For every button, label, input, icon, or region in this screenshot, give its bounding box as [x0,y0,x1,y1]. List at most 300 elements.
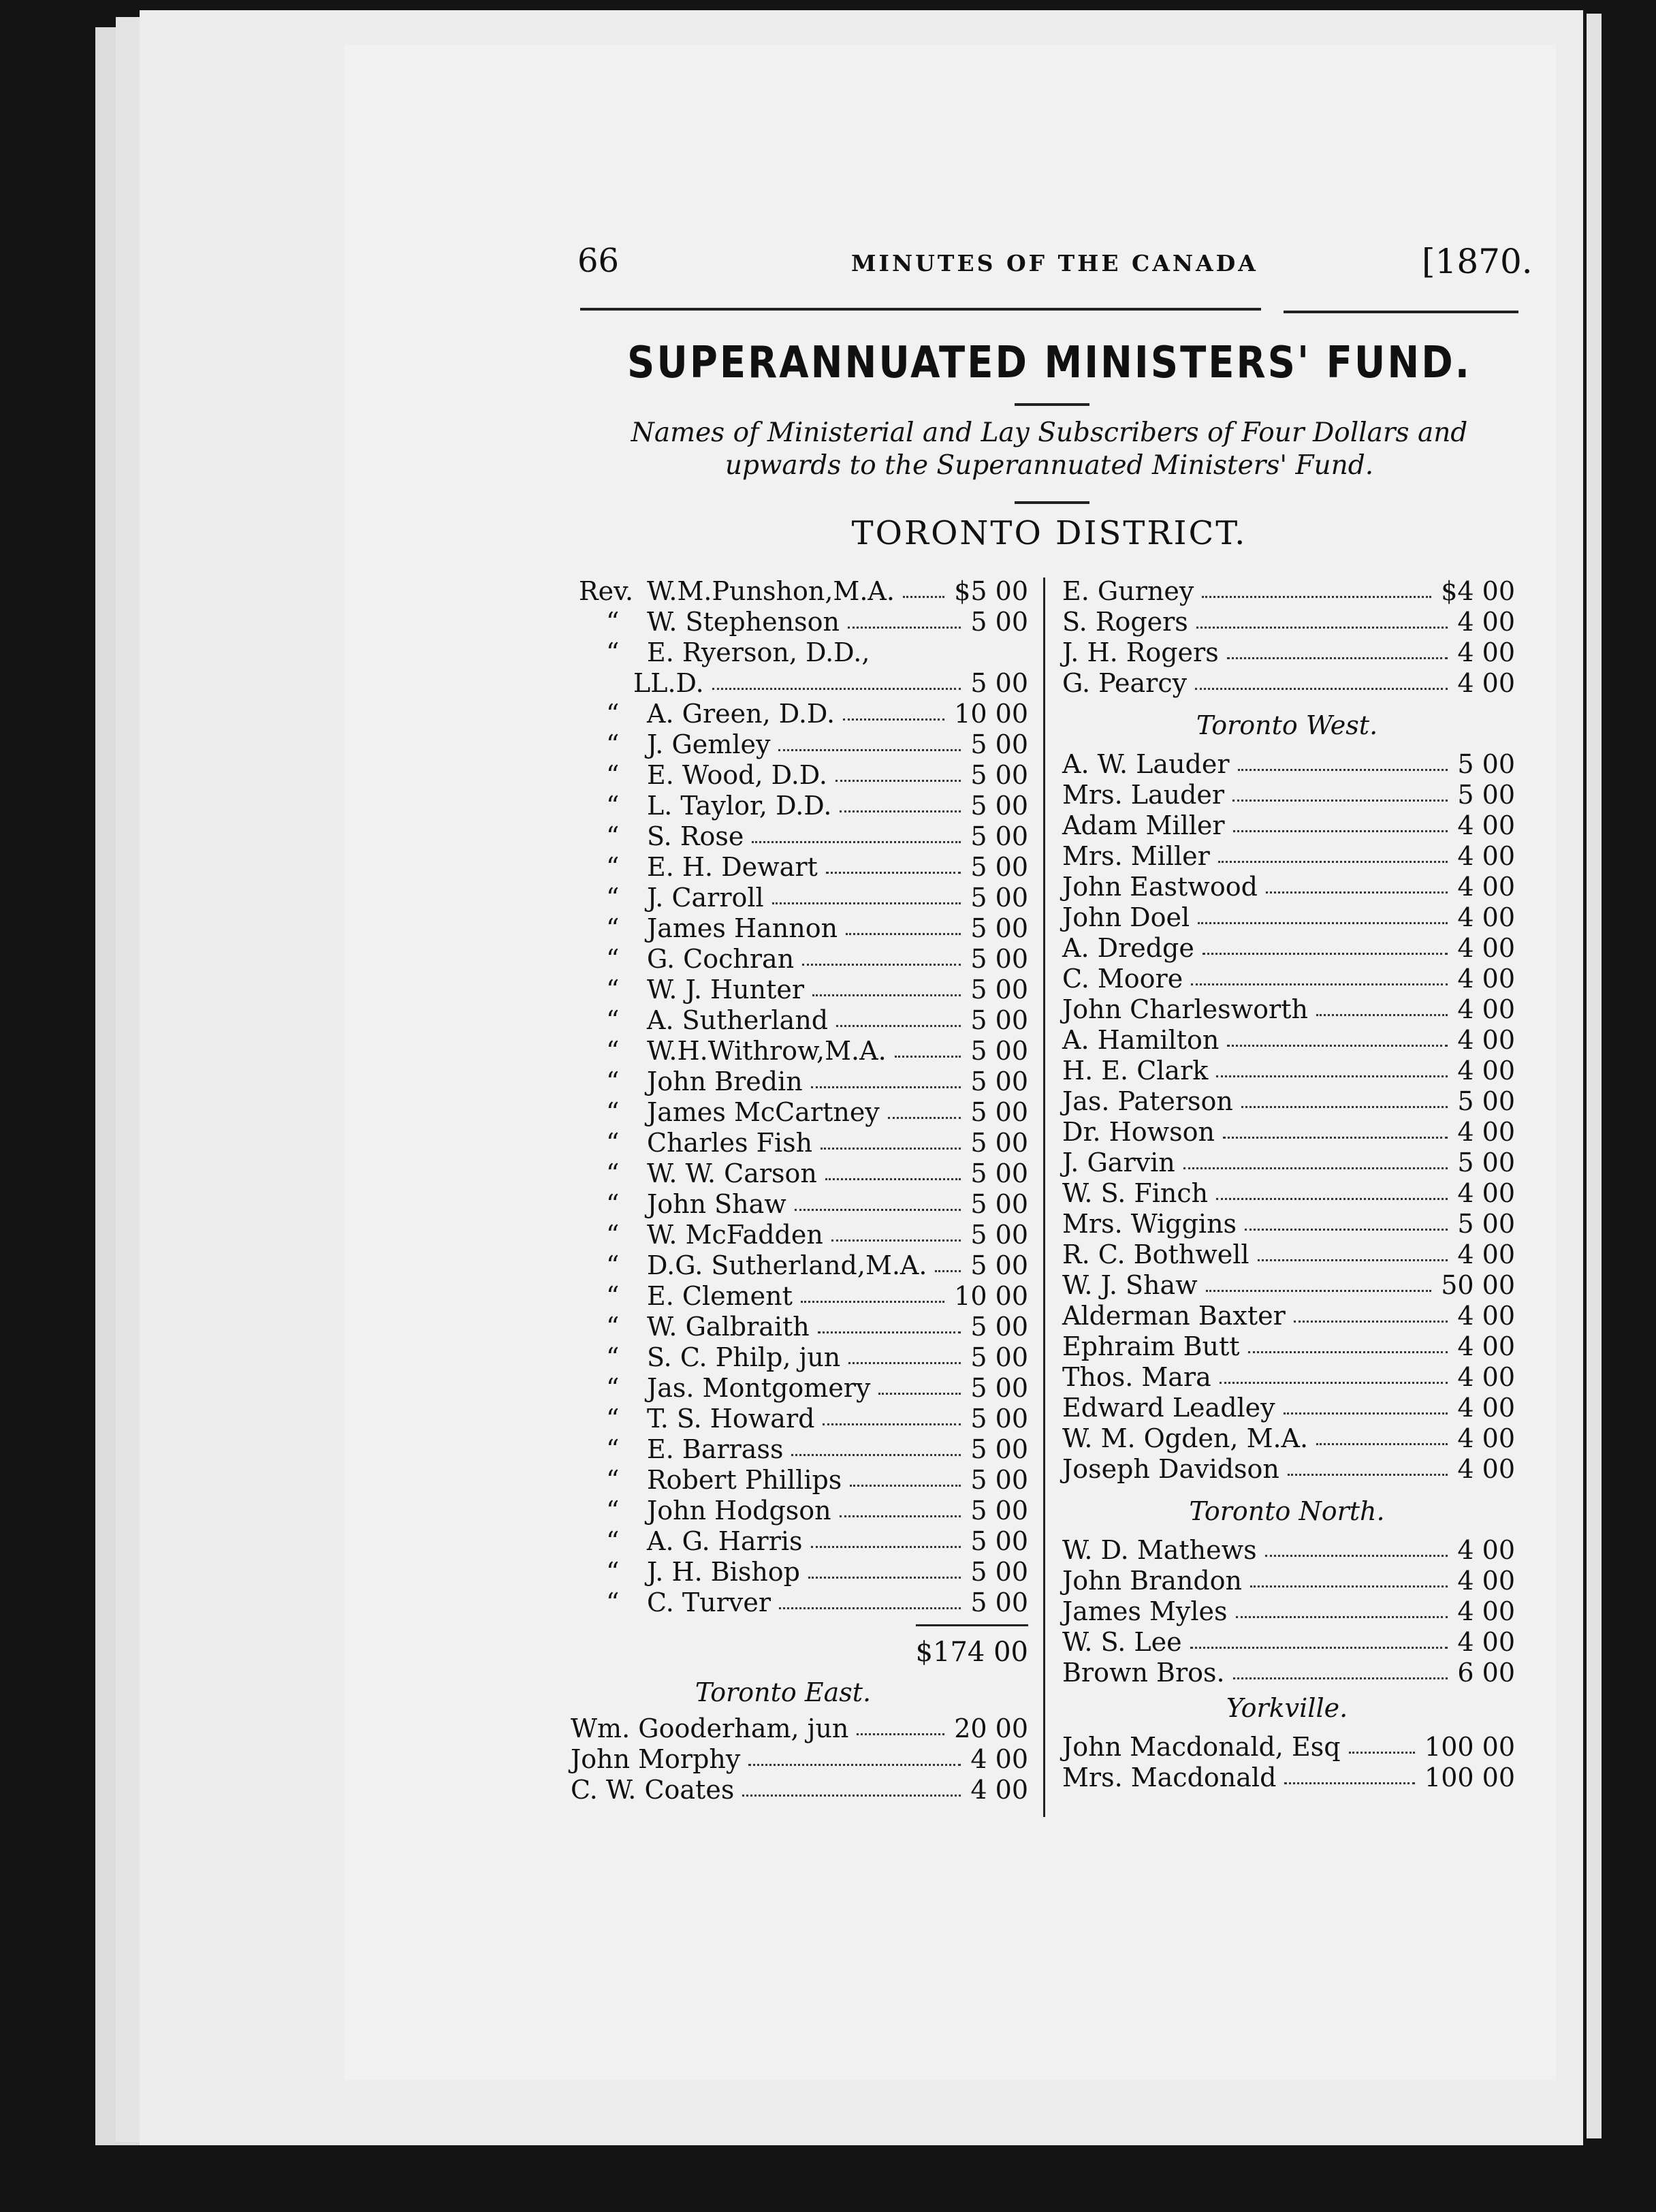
subscriber-name: W.H.Withrow,M.A. [647,1036,887,1066]
subscriber-name: W. J. Hunter [647,975,805,1005]
subscription-amount: 6 00 [1457,1658,1515,1688]
subscription-amount: 4 00 [970,1744,1028,1774]
dot-leader [801,1280,944,1303]
running-header [0,242,1656,289]
subscriber-row [579,1311,1028,1342]
subscription-amount: 4 00 [1457,1025,1515,1055]
subscription-amount: 5 00 [970,1557,1028,1587]
subscription-amount: 5 00 [970,1465,1028,1495]
subscription-amount: 5 00 [970,1526,1028,1556]
dot-leader [831,1219,961,1242]
dot-leader [1203,932,1448,955]
subscriber-row [579,1280,1028,1312]
subscription-amount: 4 00 [1457,1117,1515,1147]
subscriber-row [1062,1361,1515,1393]
subscriber-name: John Charlesworth [1062,994,1308,1024]
subscriber-row [579,1158,1028,1189]
row-prefix: “ [606,975,620,1005]
dot-leader [1294,1300,1448,1323]
subscription-amount: 5 00 [970,1158,1028,1188]
page-title: SUPERANNUATED MINISTERS' FUND. [627,337,1471,388]
subscriber-row [579,1035,1028,1066]
subscription-amount: 5 00 [1457,1148,1515,1178]
subscriber-name: J. Carroll [647,883,764,913]
subscription-amount: 5 00 [970,1066,1028,1096]
subscriber-name: H. E. Clark [1062,1056,1209,1086]
dot-leader [811,1526,961,1548]
subscription-amount: 4 00 [1457,1535,1515,1565]
subscriber-name: E. Wood, D.D. [647,760,827,790]
subscriber-row [579,851,1028,883]
subscription-amount: 5 00 [970,1496,1028,1526]
subtitle-line: upwards to the Superannuated Ministers' Fund. [724,450,1374,481]
row-prefix: “ [606,637,620,667]
subscriber-row [1062,1147,1515,1178]
subscriber-row [571,1743,1028,1775]
row-prefix: “ [606,1005,620,1035]
dot-leader [1206,1269,1432,1292]
section-heading: Toronto West. [1196,710,1378,740]
subscriber-row [579,974,1028,1005]
subscriber-name: W.M.Punshon,M.A. [647,576,895,606]
row-prefix: “ [606,1128,620,1158]
subscriber-row [579,790,1028,821]
subscription-amount: 5 00 [970,1036,1028,1066]
dot-leader [1349,1731,1416,1754]
subscriber-name: A. Sutherland [647,1005,829,1035]
subscriber-name: E. Gurney [1062,576,1194,606]
dot-leader [779,1587,961,1609]
dot-leader [1196,606,1448,629]
subscriber-row [1062,1392,1515,1423]
subscription-amount: 5 00 [970,944,1028,974]
subscription-amount: 4 00 [1457,933,1515,963]
column-divider [1043,578,1045,1817]
subscription-amount: 5 00 [970,1189,1028,1219]
subscriber-name: S. Rogers [1062,607,1188,637]
subscriber-name: W. S. Lee [1062,1627,1182,1657]
row-prefix: “ [606,1342,620,1372]
dot-leader [1233,810,1448,832]
subscription-amount: 5 00 [970,607,1028,637]
subscription-amount: 5 00 [970,975,1028,1005]
subscription-amount: 5 00 [970,1342,1028,1372]
subscriber-row [1062,1453,1515,1485]
dot-leader [791,1434,961,1456]
subscriber-name: C. Moore [1062,964,1183,994]
subscriber-row [1062,748,1515,780]
dot-leader [811,1066,961,1088]
subscription-amount: 4 00 [1457,841,1515,871]
dot-leader [835,759,961,782]
subscriber-name: E. Barrass [647,1434,784,1464]
subscriber-name: LL.D. [633,668,704,698]
subscription-amount: 50 00 [1441,1270,1515,1300]
subscriber-name: John Macdonald, Esq [1062,1732,1341,1762]
subscriber-name: J. Gemley [647,729,771,759]
subscriber-name: Thos. Mara [1062,1362,1211,1392]
header-year: [1870. [1422,242,1533,281]
subscriber-row [1062,637,1515,668]
row-prefix: “ [606,1404,620,1434]
subscriber-name: Mrs. Macdonald [1062,1763,1277,1792]
subscriber-row [1062,1178,1515,1209]
subscriber-row [579,882,1028,913]
row-prefix: “ [606,699,620,729]
subscriber-row [1062,1534,1515,1566]
row-prefix: “ [606,1557,620,1587]
subscriber-row [579,1342,1028,1373]
subscription-amount: 5 00 [970,729,1028,759]
subscription-amount: 4 00 [1457,872,1515,902]
section-heading: Toronto East. [695,1677,872,1707]
subscriber-name: E. Ryerson, D.D., [647,637,870,667]
subscriber-name: D.G. Sutherland,M.A. [647,1250,927,1280]
dot-leader [846,913,961,935]
dot-leader [712,667,961,690]
subscriber-name: T. S. Howard [647,1404,815,1434]
subscriber-row [1062,1269,1515,1301]
subscriber-row [579,667,1028,699]
subscriber-name: W. McFadden [647,1220,823,1250]
subscription-amount: 5 00 [970,883,1028,913]
dot-leader [748,1743,961,1766]
subscriber-row [579,913,1028,944]
dot-leader [1316,1423,1448,1445]
subscription-amount: $4 00 [1441,576,1515,606]
row-prefix: “ [606,1189,620,1219]
subscription-amount: 100 00 [1424,1763,1515,1792]
subscriber-name: Wm. Gooderham, jun [571,1713,849,1743]
subscriber-row [579,943,1028,975]
subscriber-name: Charles Fish [647,1128,813,1158]
dot-leader [843,698,944,721]
dot-leader [1202,575,1431,598]
subscription-amount: 20 00 [954,1713,1028,1743]
district-total: $174 00 [915,1637,1028,1668]
subscriber-row [579,1188,1028,1220]
subscription-amount: 5 00 [970,1404,1028,1434]
dot-leader [1190,1626,1448,1649]
subscriber-name: C. Turver [647,1587,771,1617]
subscriber-row [1062,871,1515,902]
subscription-amount: 5 00 [970,1373,1028,1403]
subscriber-row [579,759,1028,791]
subscriber-row [1062,1300,1515,1331]
subscriber-row [1062,1423,1515,1454]
subscription-amount: 5 00 [970,852,1028,882]
dot-leader [1284,1392,1448,1415]
header-rule [1284,311,1518,313]
subscriber-row [579,1372,1028,1404]
row-prefix: “ [606,760,620,790]
subscriber-name: Ephraim Butt [1062,1331,1240,1361]
subscription-amount: 5 00 [970,760,1028,790]
district-heading: TORONTO DISTRICT. [851,514,1247,552]
dot-leader [895,1035,961,1058]
dot-leader [1183,1147,1448,1169]
subscription-amount: 4 00 [1457,1627,1515,1657]
subscriber-name: James McCartney [647,1097,880,1127]
row-prefix: “ [606,821,620,851]
subscription-amount: 5 00 [970,1312,1028,1342]
subscriber-name: A. G. Harris [647,1526,803,1556]
dot-leader [1216,1178,1448,1200]
subscription-amount: 5 00 [970,1587,1028,1617]
subscription-amount: 4 00 [1457,1454,1515,1484]
subscriber-name: Robert Phillips [647,1465,842,1495]
subscription-amount: 4 00 [970,1775,1028,1805]
subscriber-name: J. H. Bishop [647,1557,800,1587]
subscriber-name: Brown Bros. [1062,1658,1225,1688]
subscriber-name: J. Garvin [1062,1148,1175,1178]
row-prefix: “ [606,729,620,759]
subscription-amount: 4 00 [1457,964,1515,994]
subscriber-row [579,729,1028,760]
subscriber-name: C. W. Coates [571,1775,735,1805]
subtitle-line: Names of Ministerial and Lay Subscribers of Four Dollars and [631,417,1468,448]
subscription-amount: 4 00 [1457,902,1515,932]
subscriber-name: W. D. Mathews [1062,1535,1257,1565]
subscriber-name: James Myles [1062,1596,1228,1626]
subscription-amount: 4 00 [1457,810,1515,840]
subscription-amount: 5 00 [970,1097,1028,1127]
subscriber-row [579,1587,1028,1618]
dot-leader [1265,1534,1448,1557]
subscriber-row [1062,1626,1515,1658]
row-prefix: “ [606,1526,620,1556]
subscriber-name: John Hodgson [647,1496,831,1526]
subscriber-row [1062,810,1515,841]
subscriber-name: G. Cochran [647,944,795,974]
subscriber-row [1062,1116,1515,1148]
dot-leader [1288,1453,1448,1476]
row-prefix: “ [606,944,620,974]
dot-leader [1191,963,1448,985]
dot-leader [802,943,961,966]
section-heading: Toronto North. [1189,1496,1385,1526]
subscriber-row [1062,1208,1515,1239]
row-prefix: “ [606,1312,620,1342]
subscriber-row [579,606,1028,637]
subscriber-row [579,1434,1028,1465]
row-prefix: “ [606,1465,620,1495]
row-prefix: “ [606,791,620,821]
dot-leader [742,1774,961,1797]
subscription-amount: 4 00 [1457,607,1515,637]
page-number: 66 [577,242,620,280]
subscriber-row [1062,779,1515,810]
dot-leader [823,1403,961,1425]
subscriber-name: E. Clement [647,1281,793,1311]
subscriber-name: Adam Miller [1062,810,1225,840]
subscriber-row [579,637,1028,668]
subscriber-name: John Shaw [647,1189,786,1219]
subscriber-row [579,1403,1028,1434]
subscriber-row [1062,1086,1515,1117]
subscriber-name: John Eastwood [1062,872,1258,902]
subscription-amount: 100 00 [1424,1732,1515,1762]
dot-leader [878,1372,961,1395]
subscriber-row [1062,963,1515,994]
subscriber-row [579,1526,1028,1557]
subscription-amount: 5 00 [970,1128,1028,1158]
dot-leader [812,974,961,996]
subscription-amount: 4 00 [1457,668,1515,698]
dot-leader [821,1127,961,1150]
subscription-amount: 4 00 [1457,1056,1515,1086]
subscriber-row [571,1713,1028,1744]
subscriber-name: Jas. Paterson [1062,1086,1233,1116]
row-prefix: “ [606,607,620,637]
subscriber-name: G. Pearcy [1062,668,1188,698]
subscriber-row [579,821,1028,852]
row-prefix: “ [606,1434,620,1464]
subscriber-name: Joseph Davidson [1062,1454,1279,1484]
subscriber-name: W. Galbraith [647,1312,810,1342]
subscription-amount: 5 00 [970,1434,1028,1464]
subscription-amount: 4 00 [1457,994,1515,1024]
subscriber-name: John Morphy [571,1744,741,1774]
running-title: MINUTES OF THE CANADA [851,250,1258,276]
dot-leader [825,1158,961,1180]
subscriber-row [1062,1731,1515,1763]
subscriber-name: John Brandon [1062,1566,1243,1596]
subscription-amount: 4 00 [1457,1239,1515,1269]
subscription-amount: 4 00 [1457,1566,1515,1596]
subscriber-row [579,1096,1028,1128]
subscriber-row [579,1127,1028,1158]
subscription-amount: 5 00 [970,668,1028,698]
dot-leader [1241,1086,1448,1108]
subscriber-row [579,1005,1028,1036]
row-prefix: “ [606,1373,620,1403]
subscriber-name: A. Dredge [1062,933,1194,963]
section-heading: Yorkville. [1226,1693,1348,1723]
row-prefix: “ [606,1066,620,1096]
dot-leader [840,790,961,812]
row-prefix: “ [606,852,620,882]
subscription-amount: 5 00 [970,791,1028,821]
row-prefix: “ [606,1281,620,1311]
subscriber-name: L. Taylor, D.D. [647,791,832,821]
row-prefix: “ [606,1496,620,1526]
subscriber-name: S. Rose [647,821,744,851]
subscriber-row [1062,667,1515,699]
subscriber-name: W. Stephenson [647,607,840,637]
facing-page-edge [1587,14,1602,2138]
subscriber-row [579,698,1028,729]
subscriber-name: S. C. Philp, jun [647,1342,841,1372]
subscriber-name: Mrs. Wiggins [1062,1209,1237,1239]
dot-leader [1195,667,1448,690]
row-prefix: “ [606,1250,620,1280]
row-prefix: “ [606,1097,620,1127]
dot-leader [1284,1762,1415,1784]
subscriber-name: A. Green, D.D. [647,699,835,729]
dot-leader [1238,748,1448,771]
row-prefix: “ [606,913,620,943]
subscription-amount: 10 00 [954,699,1028,729]
subscriber-row [579,1219,1028,1250]
subscriber-name: W. S. Finch [1062,1178,1209,1208]
dot-leader [1227,637,1448,659]
subscription-amount: 4 00 [1457,1423,1515,1453]
subscription-amount: 4 00 [1457,1178,1515,1208]
subscriber-row [1062,606,1515,637]
row-prefix: “ [606,883,620,913]
subscription-amount: 5 00 [970,821,1028,851]
subscription-amount: 4 00 [1457,637,1515,667]
subscriber-name: Mrs. Lauder [1062,780,1225,810]
dot-leader [1227,1024,1448,1047]
subscriber-name: R. C. Bothwell [1062,1239,1249,1269]
row-prefix: “ [606,1158,620,1188]
dot-leader [1232,779,1448,802]
subtitle [579,417,1520,482]
subscriber-row [579,1556,1028,1587]
dot-leader [1248,1331,1448,1353]
dot-leader [935,1250,961,1272]
subscription-amount: 5 00 [1457,780,1515,810]
subscriber-row [1062,1565,1515,1596]
dot-leader [778,729,961,751]
subscriber-row [579,1066,1028,1097]
subscriber-name: W. M. Ogden, M.A. [1062,1423,1309,1453]
subscriber-row [1062,840,1515,872]
row-prefix: Rev. [579,576,634,606]
subscriber-row [1062,994,1515,1025]
subscriber-name: James Hannon [647,913,838,943]
subscriber-name: Mrs. Miller [1062,841,1210,871]
subscriber-row [579,1495,1028,1526]
subscription-amount: 10 00 [954,1281,1028,1311]
row-prefix: “ [606,1587,620,1617]
dot-leader [1216,1055,1448,1077]
dot-leader [840,1495,961,1517]
subscriber-row [571,1774,1028,1805]
subscriber-row [1062,1331,1515,1362]
subscriber-row [1062,1596,1515,1627]
subscription-amount: $5 00 [954,576,1028,606]
dot-leader [1198,902,1448,924]
row-prefix: “ [606,1220,620,1250]
dot-leader [836,1005,961,1027]
subscription-amount: 5 00 [1457,1209,1515,1239]
dot-leader [752,821,961,843]
subscriber-name: John Doel [1062,902,1190,932]
subscription-amount: 4 00 [1457,1393,1515,1423]
dot-leader [1236,1596,1448,1618]
dot-leader [1266,871,1448,894]
dot-leader [826,851,961,874]
dot-leader [772,882,961,904]
row-prefix: “ [606,1036,620,1066]
subscriber-row [1062,1762,1515,1793]
dot-leader [795,1188,961,1211]
subscriber-name: John Bredin [647,1066,803,1096]
subscriber-row [1062,1239,1515,1270]
subscriber-name: Jas. Montgomery [647,1373,871,1403]
dot-leader [1233,1657,1448,1679]
subscriber-row [1062,1657,1515,1688]
subscriber-name: A. Hamilton [1062,1025,1220,1055]
subscription-amount: 5 00 [970,913,1028,943]
subscriber-row [1062,902,1515,933]
dot-leader [888,1096,961,1119]
subscription-amount: 5 00 [970,1220,1028,1250]
subscriber-name: W. W. Carson [647,1158,817,1188]
